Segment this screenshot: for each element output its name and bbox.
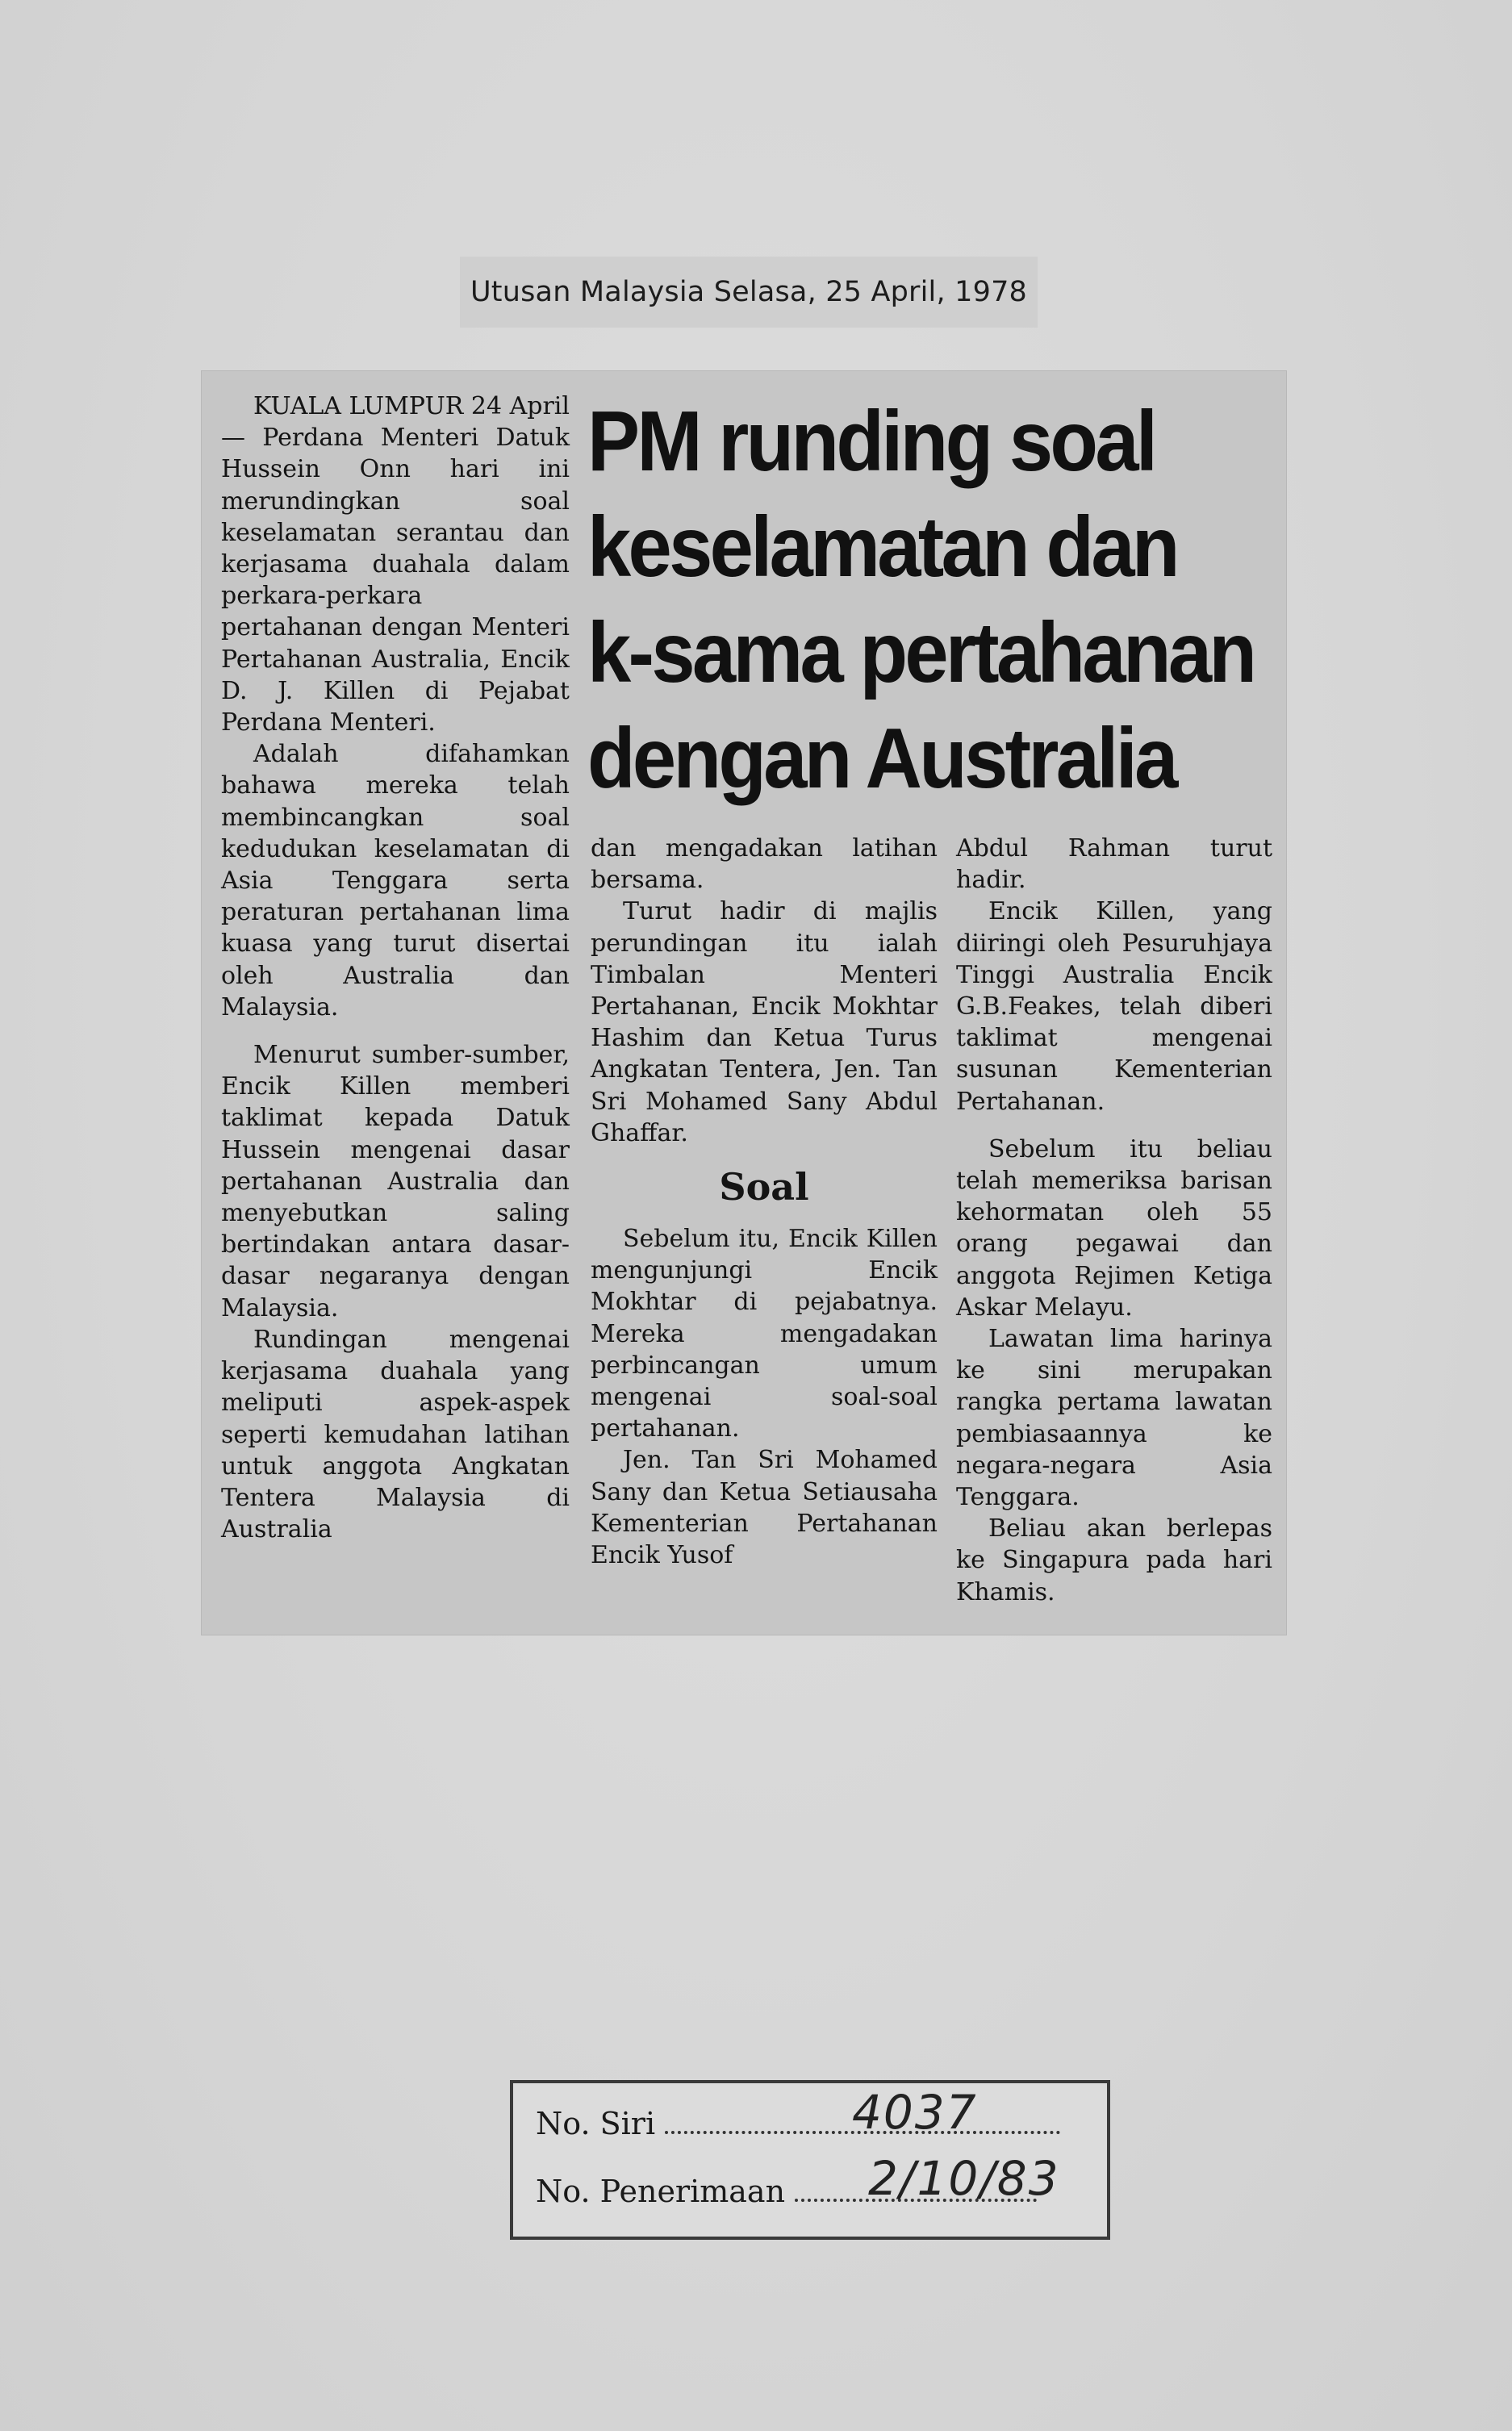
headline-line-3: k-sama pertahanan — [587, 605, 1255, 700]
siri-row — [536, 2106, 1060, 2141]
headline-line-1: PM runding soal — [587, 394, 1155, 489]
paragraph: Sebelum itu beliau telah memeriksa barisan kehormatan oleh 55 orang pegawai dan anggota Rejimen Ketiga Askar Melayu. — [956, 1134, 1272, 1322]
paragraph: Jen. Tan Sri Mohamed Sany dan Ketua Setiausaha Kementerian Pertahanan Encik Yusof — [591, 1446, 938, 1570]
paragraph: Abdul Rahman turut hadir. — [956, 834, 1272, 895]
subheading: Soal — [719, 1165, 809, 1209]
article-column-3 — [956, 833, 1272, 1608]
paragraph: Encik Killen, yang diiringi oleh Pesuruhjaya Tinggi Australia Encik G.B.Feakes, telah diberi taklimat mengenai susunan Kementerian Pertahanan. — [956, 897, 1272, 1116]
paragraph: Menurut sumber-sumber, Encik Killen memberi taklimat kepada Datuk Hussein mengenai dasar pertahanan Australia dan menyebutkan saling bertindakan antara dasar-dasar negaranya dengan Malaysia. — [221, 1041, 570, 1322]
paragraph: Adalah difahamkan bahawa mereka telah membincangkan soal kedudukan keselamatan di Asia Tenggara serta peraturan pertahanan lima kuasa yang turut disertai oleh Australia dan Malaysia. — [221, 740, 570, 1021]
siri-value: 4037 — [852, 2085, 978, 2140]
paragraph: KUALA LUMPUR 24 April — Perdana Menteri Datuk Hussein Onn hari ini merundingkan soal keselamatan serantau dan kerjasama duahala dalam perkara-perkara pertahanan dengan Menteri Pertahanan Australia, Encik D. J. Killen di Pejabat Perdana Menteri. — [221, 392, 570, 737]
paragraph: Sebelum itu, Encik Killen mengunjungi Encik Mokhtar di pejabatnya. Mereka mengadakan perbincangan umum mengenai soal-soal pertahanan. — [591, 1225, 938, 1443]
penerimaan-value: 2/10/83 — [868, 2151, 1060, 2206]
paragraph: Lawatan lima harinya ke sini merupakan rangka pertama lawatan pembiasaannya ke negara-negara Asia Tenggara. — [956, 1325, 1272, 1512]
source-label: Utusan Malaysia Selasa, 25 April, 1978 — [460, 257, 1038, 328]
headline-line-2: keselamatan dan — [587, 499, 1177, 595]
siri-label: No. Siri — [536, 2106, 656, 2141]
newspaper-clipping — [202, 371, 1286, 1635]
paragraph: Rundingan mengenai kerjasama duahala yang meliputi aspek-aspek seperti kemudahan latihan untuk anggota Angkatan Tentera Malaysia di Australia — [221, 1325, 570, 1544]
paragraph: Turut hadir di majlis perundingan itu ialah Timbalan Menteri Pertahanan, Encik Mokhtar Hashim dan Ketua Turus Angkatan Tentera, Jen. Tan Sri Mohamed Sany Abdul Ghaffar. — [591, 897, 938, 1147]
article-column-2 — [591, 833, 938, 1571]
paragraph: dan mengadakan latihan bersama. — [591, 834, 938, 895]
paragraph: Beliau akan berlepas ke Singapura pada hari Khamis. — [956, 1514, 1272, 1606]
penerimaan-label: No. Penerimaan — [536, 2174, 786, 2209]
headline-line-4: dengan Australia — [587, 711, 1176, 806]
headline — [587, 389, 1255, 812]
article-column-1 — [221, 391, 570, 1545]
archive-stamp — [510, 2080, 1110, 2240]
